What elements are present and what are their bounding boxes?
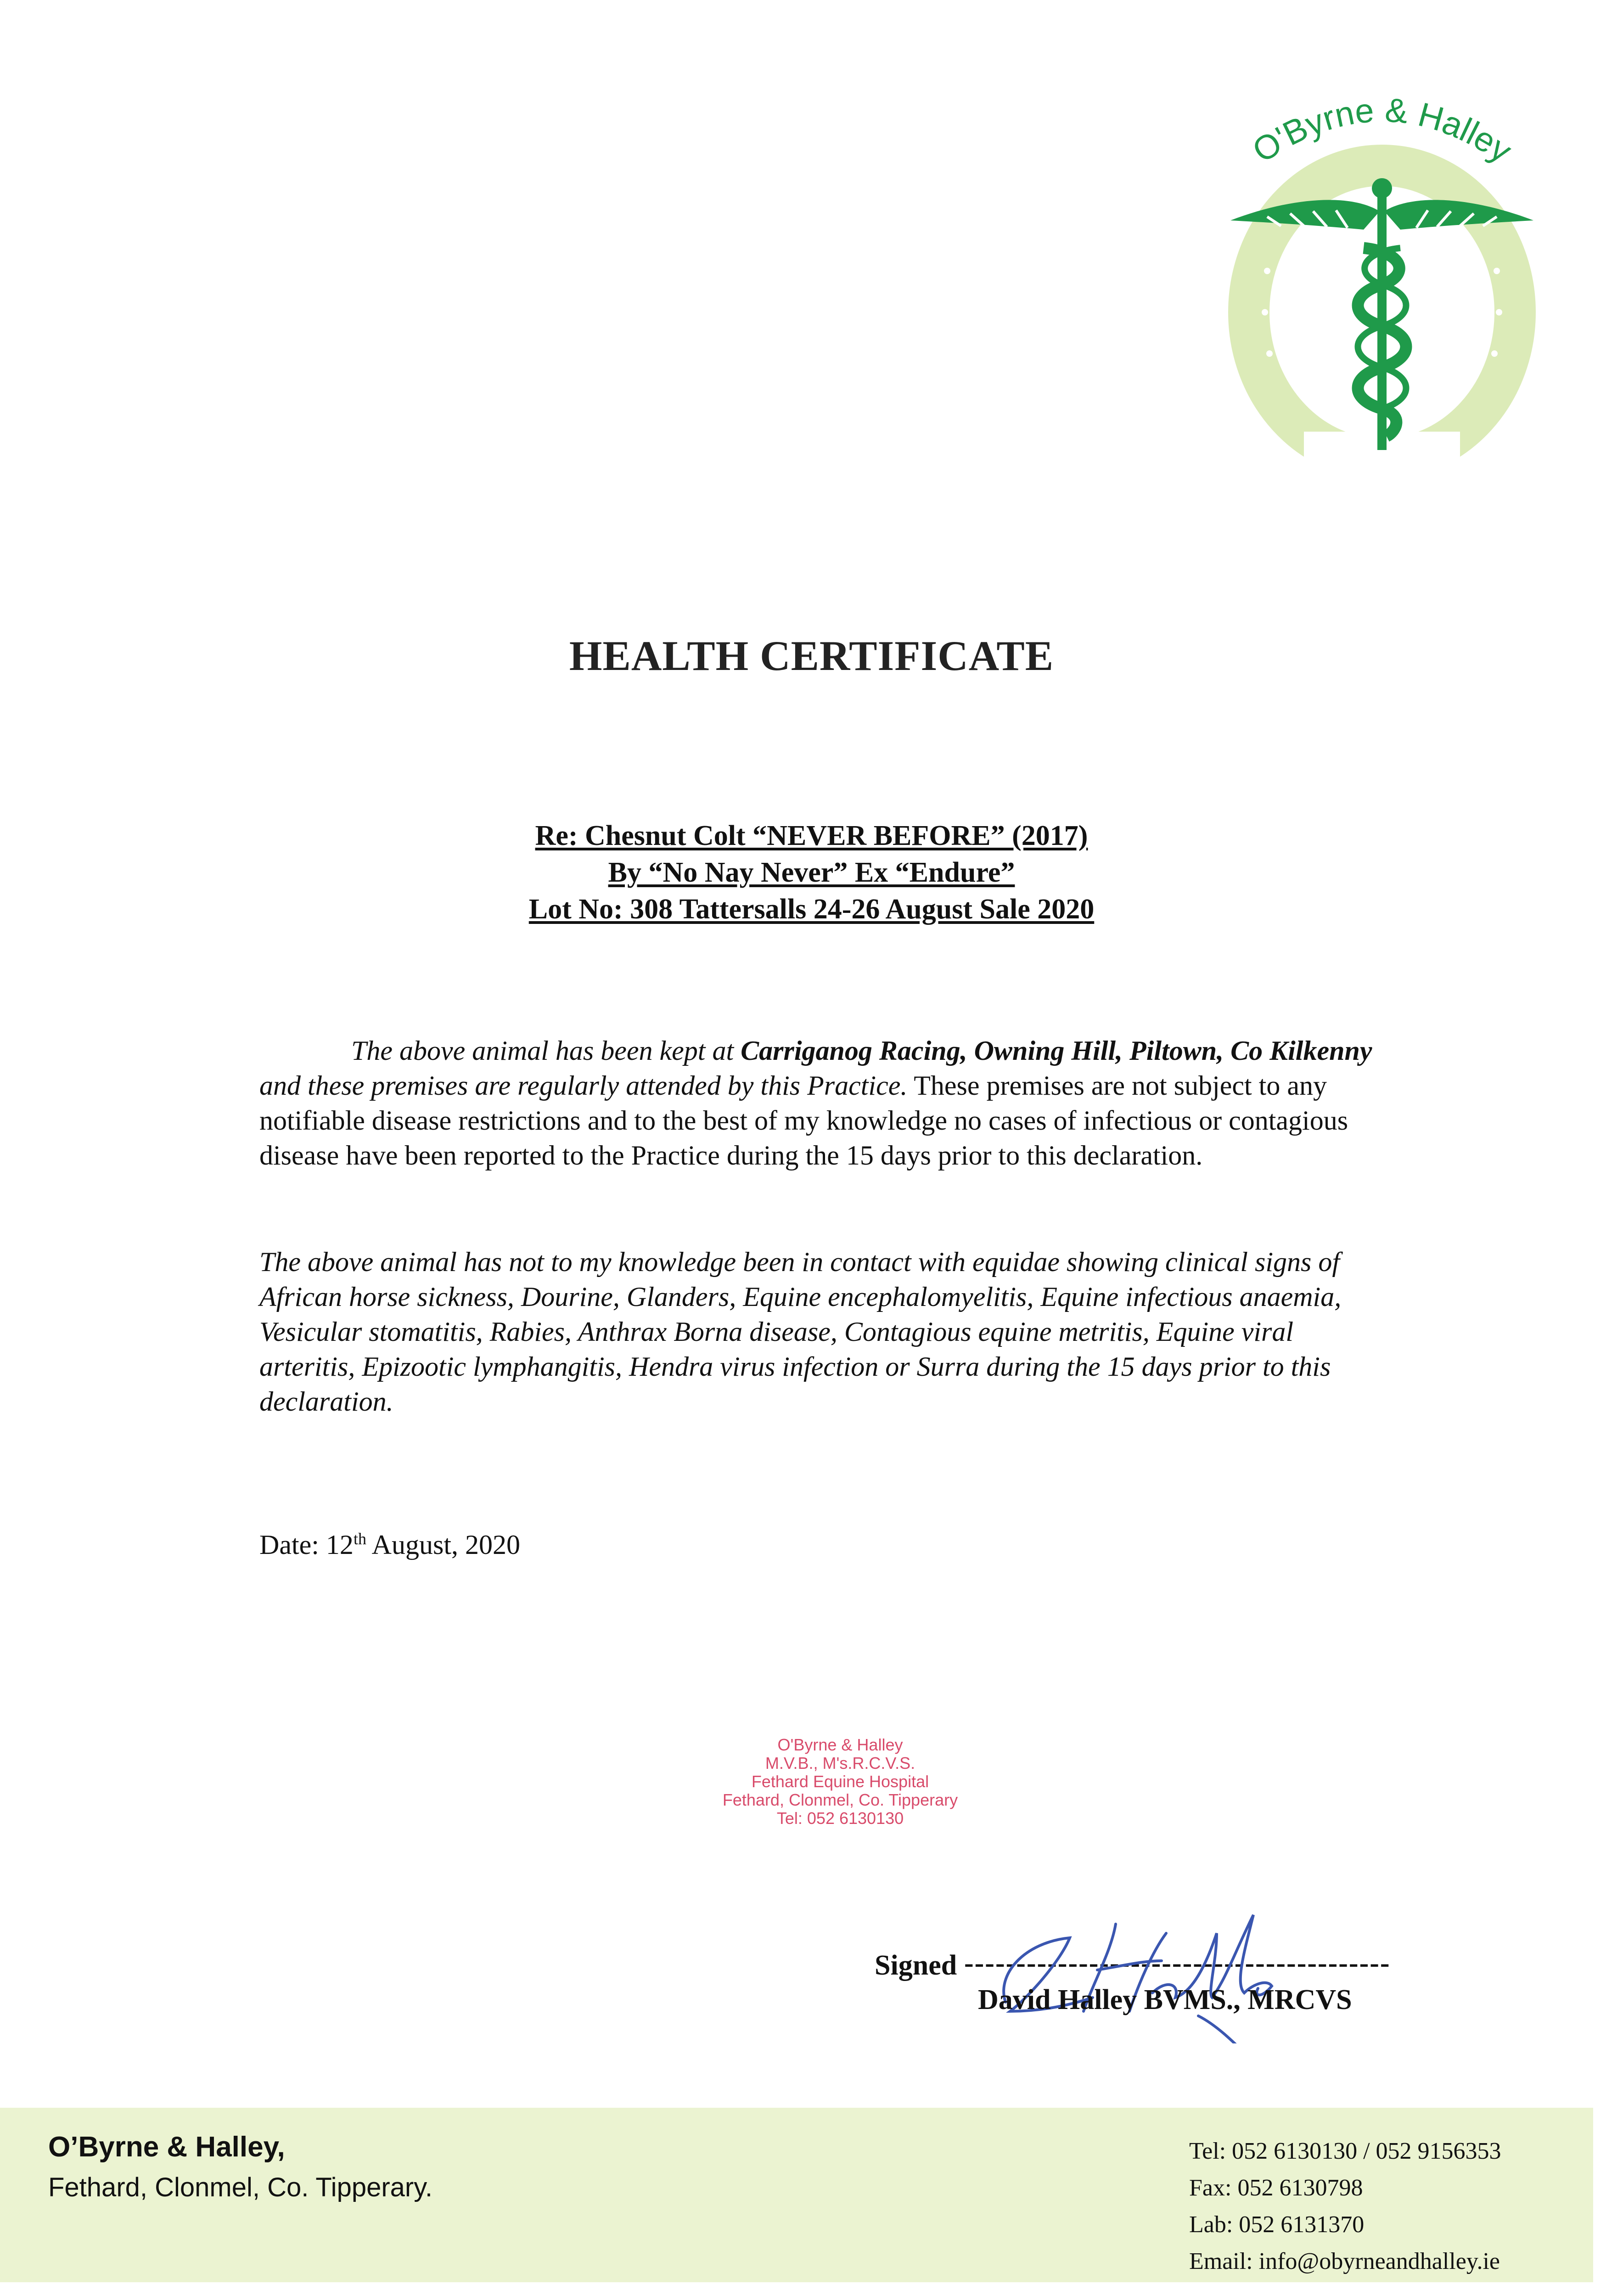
subject-horse-line: Re: Chesnut Colt “NEVER BEFORE” (2017) [535,820,1088,851]
signature-line: ----------------------------------------- [964,1947,1391,1979]
stamp-line-2: M.V.B., M's.R.C.V.S. [765,1754,915,1773]
stamp-line-4: Fethard, Clonmel, Co. Tipperary [722,1790,958,1809]
practice-stamp [680,1736,1001,1828]
date-suffix: th [353,1530,366,1548]
footer-email: Email: info@obyrneandhalley.ie [1189,2248,1500,2274]
page-title: HEALTH CERTIFICATE [569,632,1054,679]
footer-practice-name: O’Byrne & Halley, [48,2131,285,2163]
footer-lab: Lab: 052 6131370 [1189,2212,1365,2238]
para1-intro: The above animal has been kept at [351,1035,741,1066]
declaration-date [259,1529,520,1561]
handwritten-signature-icon [978,1906,1309,2043]
footer-fax: Fax: 052 6130798 [1189,2175,1363,2201]
footer-contact [1189,2133,1501,2280]
date-label: Date: 12 [259,1530,354,1560]
para1-middle: and these premises are regularly attended by this Practice. [259,1070,908,1101]
footer-tel: Tel: 052 6130130 / 052 9156353 [1189,2138,1501,2164]
stamp-line-1: O'Byrne & Halley [777,1735,903,1754]
signed-label: Signed [875,1950,957,1981]
footer-address: Fethard, Clonmel, Co. Tipperary. [48,2172,433,2202]
caduceus-horseshoe-logo-icon [1212,55,1552,468]
date-rest: August, 2020 [366,1530,520,1560]
disease-contact-paragraph: The above animal has not to my knowledge been in contact with equidae showing clinical signs of African horse sickness, Dourine, Glanders, Equine encephalomyelitis, Equine infectious anaemia, Vesicular stomatitis, Rabies, Anthrax Borna disease, Contagious equine metritis, Equine viral arteritis, Epizootic lymphangitis, Hendra virus infection or Surra during the 15 days prior to this declaration. [259,1247,1342,1417]
subject-lot-line: Lot No: 308 Tattersalls 24-26 August Sale 2020 [528,894,1095,925]
subject-breeding-line: By “No Nay Never” Ex “Endure” [608,857,1015,888]
logo-text: O'Byrne & Halley [1246,90,1519,170]
premises-name: Carriganog Racing, Owning Hill, Piltown, Co Kilkenny [741,1035,1372,1066]
stamp-line-5: Tel: 052 6130130 [776,1809,904,1828]
premises-paragraph [259,1033,1377,1173]
para1-rest: These premises are not subject to any notifiable disease restrictions and to the best of my knowledge no cases of infectious or contagious disease have been reported to the Practice during the 15 days prior to this declaration. [259,1070,1348,1171]
veterinarian-name: David Halley BVMS., MRCVS [978,1984,1352,2015]
stamp-line-3: Fethard Equine Hospital [751,1772,929,1791]
subject-block [0,817,1623,928]
